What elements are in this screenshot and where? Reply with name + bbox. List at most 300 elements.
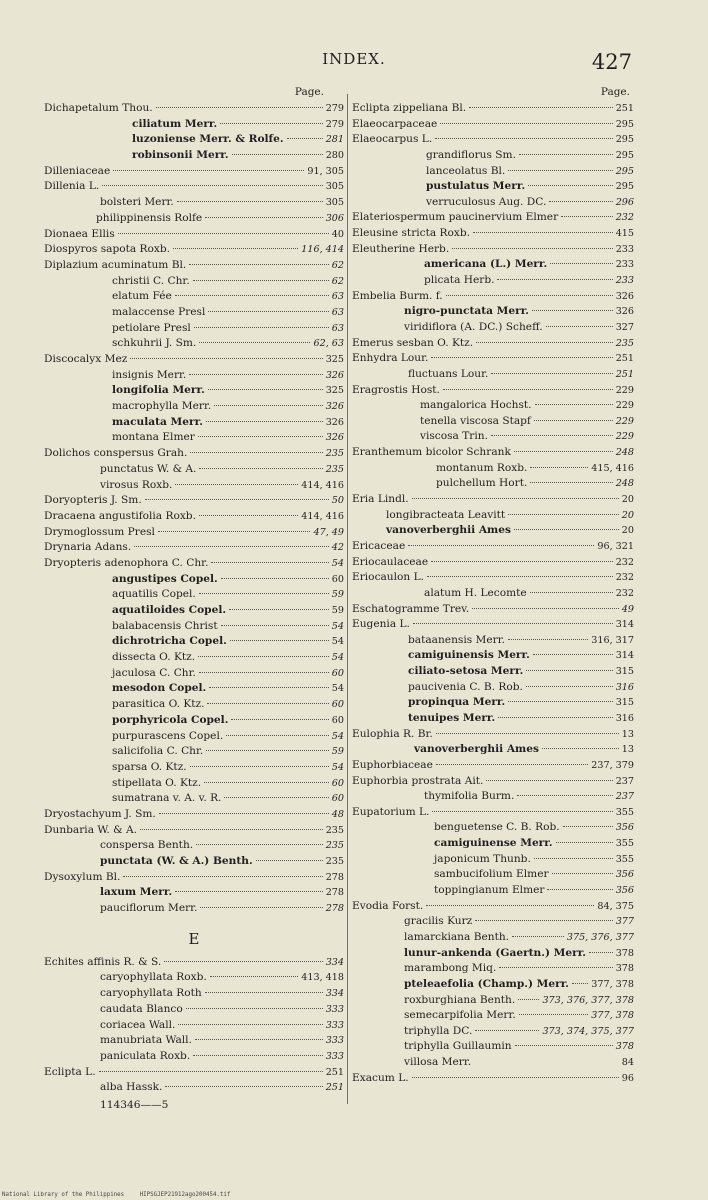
entry-pages: 233	[615, 259, 634, 271]
entry-pages: 251	[615, 368, 634, 380]
entry-pages: 295	[615, 149, 634, 161]
index-entry	[44, 971, 344, 987]
entry-pages: 49	[621, 603, 634, 615]
entry-pages: 333	[325, 1019, 344, 1031]
entry-name: elatum Fée	[112, 290, 172, 303]
index-entry	[352, 399, 634, 415]
dot-leader	[205, 992, 323, 993]
entry-name: Dillenia L.	[44, 180, 100, 193]
dot-leader	[206, 421, 323, 422]
entry-name: propinqua Merr.	[408, 696, 506, 709]
dot-leader	[408, 545, 594, 546]
entry-pages: 278	[325, 903, 344, 915]
entry-pages: 377, 378	[591, 1010, 634, 1022]
index-entry	[352, 821, 634, 837]
entry-name: Eleusine stricta Roxb.	[352, 227, 470, 240]
entry-name: Eclipta zippeliana Bl.	[352, 102, 467, 114]
entry-pages: 59	[331, 746, 344, 758]
entry-name: paucivenia C. B. Rob.	[408, 680, 523, 693]
entry-name: villosa Merr.	[404, 1056, 472, 1069]
dot-leader	[214, 405, 322, 406]
dot-leader	[99, 1071, 323, 1072]
dot-leader	[517, 795, 612, 796]
entry-name: Ericaceae	[352, 539, 406, 552]
entry-name: Eriocaulon L.	[352, 571, 424, 584]
dot-leader	[572, 983, 588, 984]
entry-pages: 235	[325, 856, 344, 867]
entry-pages: 281	[325, 134, 344, 146]
dot-leader	[532, 310, 613, 311]
dot-leader	[193, 1055, 323, 1056]
entry-name: verruculosus Aug. DC.	[426, 195, 547, 208]
index-entry	[44, 620, 344, 636]
index-entry	[352, 1056, 634, 1072]
entry-name: robinsonii Merr.	[132, 149, 229, 162]
dot-leader	[102, 185, 322, 186]
entry-pages: 84, 375	[597, 900, 634, 912]
dot-leader	[547, 889, 612, 890]
entry-pages: 326	[325, 416, 344, 428]
dot-leader	[199, 593, 329, 594]
entry-pages: 50	[331, 495, 344, 507]
entry-name: Eschatogramme Trev.	[352, 602, 470, 615]
dot-leader	[556, 842, 613, 843]
entry-pages: 415, 416	[591, 462, 634, 474]
entry-name: pustulatus Merr.	[426, 180, 526, 193]
index-entry	[352, 696, 634, 712]
index-entry	[352, 368, 634, 384]
entry-pages: 325	[325, 385, 344, 397]
index-entry	[44, 494, 344, 510]
index-entry	[352, 149, 634, 165]
entry-name: Discocalyx Mez	[44, 353, 128, 365]
page-column-label: Page.	[600, 86, 630, 98]
entry-pages: 305	[325, 181, 344, 193]
dot-leader	[518, 999, 539, 1000]
dot-leader	[426, 905, 594, 906]
entry-pages: 326	[325, 432, 344, 444]
entry-name: Dilleniaceae	[44, 164, 111, 177]
dot-leader	[528, 185, 613, 186]
index-entry	[352, 477, 634, 493]
index-entry	[44, 306, 344, 322]
dot-leader	[198, 436, 323, 437]
entry-name: Euphorbiaceae	[352, 758, 433, 771]
entry-name: Diplazium acuminatum Bl.	[44, 258, 187, 271]
dot-leader	[200, 907, 322, 908]
entry-pages: 415	[615, 228, 634, 240]
dot-leader	[156, 107, 323, 108]
entry-name: bataanensis Merr.	[408, 633, 505, 646]
entry-pages: 355	[615, 853, 634, 865]
entry-name: Eugenia L.	[352, 618, 410, 631]
entry-pages: 59	[331, 589, 344, 601]
dot-leader	[440, 123, 612, 124]
entry-pages: 20	[621, 494, 634, 506]
index-entry	[352, 649, 634, 665]
entry-pages: 278	[325, 871, 344, 883]
entry-name: bolsteri Merr.	[100, 196, 174, 209]
dot-leader	[475, 1030, 539, 1031]
entry-pages: 54	[331, 652, 344, 664]
entry-pages: 378	[615, 963, 634, 975]
entry-pages: 54	[331, 620, 344, 632]
entry-pages: 316	[615, 681, 634, 693]
index-entry	[352, 994, 634, 1010]
dot-leader	[158, 531, 311, 532]
index-entry	[44, 1066, 344, 1082]
entry-name: Eria Lindl.	[352, 493, 409, 506]
index-entry	[44, 839, 344, 855]
index-entry	[44, 133, 344, 149]
entry-pages: 235	[615, 337, 634, 349]
entry-name: salicifolia C. Chr.	[112, 745, 204, 758]
entry-pages: 232	[615, 212, 634, 224]
entry-name: alatum H. Lecomte	[424, 586, 527, 599]
entry-pages: 96	[621, 1072, 634, 1084]
index-entry	[352, 571, 634, 587]
entry-pages: 356	[615, 885, 634, 897]
entry-pages: 233	[615, 275, 634, 287]
entry-name: Elaeocarpaceae	[352, 117, 438, 130]
index-entry	[44, 463, 344, 479]
index-entry	[44, 400, 344, 416]
entry-name: Dracaena angustifolia Roxb.	[44, 509, 196, 522]
dot-leader	[208, 311, 328, 312]
entry-name: stipellata O. Ktz.	[112, 776, 202, 789]
entry-pages: 229	[615, 400, 634, 412]
entry-pages: 373, 376, 377, 378	[542, 994, 634, 1006]
entry-pages: 237, 379	[591, 759, 634, 771]
entry-name: aquatilis Copel.	[112, 588, 196, 601]
entry-pages: 248	[615, 447, 634, 459]
entry-pages: 54	[331, 683, 344, 695]
index-entry	[352, 118, 634, 134]
entry-pages: 333	[325, 1003, 344, 1015]
dot-leader	[508, 170, 612, 171]
index-entry	[352, 165, 634, 181]
entry-name: lamarckiana Benth.	[404, 930, 510, 943]
dot-leader	[412, 498, 619, 499]
index-list-e-continued	[352, 102, 634, 1087]
index-entry	[44, 886, 344, 902]
entry-name: purpurascens Copel.	[112, 729, 224, 742]
index-entry	[44, 416, 344, 432]
index-entry	[44, 667, 344, 683]
entry-name: Enhydra Lour.	[352, 352, 429, 365]
entry-pages: 60	[331, 699, 344, 711]
entry-pages: 375, 376, 377	[566, 931, 634, 943]
index-entry	[44, 651, 344, 667]
dot-leader	[550, 263, 613, 264]
dot-leader	[530, 467, 588, 468]
dot-leader	[199, 342, 310, 343]
dot-leader	[159, 813, 329, 814]
dot-leader	[508, 514, 619, 515]
dot-leader	[413, 623, 613, 624]
dot-leader	[194, 327, 329, 328]
index-entry	[44, 1050, 344, 1066]
right-column	[352, 86, 634, 1087]
dot-leader	[211, 562, 328, 563]
index-entry	[352, 1025, 634, 1041]
index-entry	[352, 415, 634, 431]
dot-leader	[230, 640, 329, 641]
dot-leader	[542, 748, 619, 749]
dot-leader	[165, 1086, 322, 1087]
entry-name: grandiflorus Sm.	[426, 148, 516, 161]
index-entry	[44, 228, 344, 244]
dot-leader	[199, 515, 298, 516]
dot-leader	[472, 608, 619, 609]
dot-leader	[436, 764, 588, 765]
index-entry	[352, 384, 634, 400]
index-entry	[352, 884, 634, 900]
index-entry	[44, 431, 344, 447]
index-entry	[352, 211, 634, 227]
dot-leader	[530, 592, 613, 593]
entry-pages: 315	[615, 666, 634, 678]
entry-name: lanceolatus Bl.	[426, 164, 506, 177]
dot-leader	[512, 936, 564, 937]
dot-leader	[514, 529, 619, 530]
entry-pages: 251	[615, 353, 634, 365]
entry-name: aquatiloides Copel.	[112, 604, 227, 616]
entry-name: Euphorbia prostrata Ait.	[352, 774, 484, 787]
index-entry	[352, 102, 634, 118]
index-list-d	[44, 102, 344, 918]
index-entry	[44, 165, 344, 181]
entry-pages: 235	[325, 824, 344, 836]
entry-name: Dunbaria W. & A.	[44, 823, 137, 836]
dot-leader	[195, 1039, 323, 1040]
dot-leader	[491, 373, 612, 374]
entry-pages: 116, 414	[301, 244, 344, 256]
entry-name: dissecta O. Ktz.	[112, 651, 196, 664]
index-entry	[44, 604, 344, 620]
entry-name: caryophyllata Roth	[100, 987, 202, 1000]
index-entry	[44, 682, 344, 698]
entry-name: Dichapetalum Thou.	[44, 102, 153, 114]
entry-pages: 54	[331, 636, 344, 648]
index-entry	[352, 258, 634, 274]
index-entry	[352, 947, 634, 963]
entry-name: tenuipes Merr.	[408, 711, 496, 724]
entry-name: laxum Merr.	[100, 886, 173, 899]
dot-leader	[431, 561, 613, 562]
entry-name: sparsa O. Ktz.	[112, 760, 187, 773]
dot-leader	[436, 733, 619, 734]
dot-leader	[140, 829, 323, 830]
index-entry	[352, 759, 634, 775]
entry-name: Elateriospermum paucinervium Elmer	[352, 211, 559, 224]
dot-leader	[231, 719, 328, 720]
index-entry	[352, 681, 634, 697]
entry-name: philippinensis Rolfe	[96, 211, 203, 224]
entry-pages: 305	[325, 197, 344, 209]
index-entry	[352, 446, 634, 462]
index-entry	[44, 714, 344, 730]
dot-leader	[431, 357, 612, 358]
index-entry	[44, 761, 344, 777]
page-number: 427	[591, 50, 632, 74]
entry-pages: 20	[621, 525, 634, 537]
entry-name: Evodia Forst.	[352, 899, 424, 912]
entry-pages: 60	[331, 667, 344, 679]
entry-pages: 60	[331, 573, 344, 585]
dot-leader	[535, 404, 613, 405]
index-entry	[44, 275, 344, 291]
column-divider	[347, 94, 348, 1104]
index-entry	[352, 665, 634, 681]
dot-leader	[589, 952, 613, 953]
entry-name: Eclipta L.	[44, 1065, 96, 1078]
index-entry	[352, 1040, 634, 1056]
footer-library: National Library of the Philippines	[2, 1192, 125, 1198]
entry-name: ciliatum Merr.	[132, 117, 218, 130]
dot-leader	[508, 639, 588, 640]
index-entry	[352, 462, 634, 478]
entry-name: mesodon Copel.	[112, 682, 207, 695]
entry-pages: 60	[331, 793, 344, 805]
entry-name: malaccense Presl	[112, 305, 206, 318]
entry-pages: 356	[615, 822, 634, 834]
dot-leader	[205, 217, 322, 218]
dot-leader	[530, 482, 612, 483]
index-entry	[352, 837, 634, 853]
entry-pages: 315	[615, 697, 634, 709]
dot-leader	[206, 750, 329, 751]
index-entry	[44, 212, 344, 228]
entry-pages: 60	[331, 777, 344, 789]
entry-name: Echites affinis R. & S.	[44, 955, 162, 968]
dot-leader	[491, 435, 613, 436]
dot-leader	[563, 826, 613, 827]
entry-pages: 373, 374, 375, 377	[542, 1025, 634, 1037]
dot-leader	[534, 420, 613, 421]
entry-pages: 414, 416	[301, 510, 344, 522]
dot-leader	[221, 625, 329, 626]
dot-leader	[113, 170, 304, 171]
entry-name: dichrotricha Copel.	[112, 635, 227, 648]
entry-pages: 296	[615, 196, 634, 208]
entry-pages: 59	[331, 605, 344, 616]
entry-name: jaculosa C. Chr.	[112, 666, 196, 679]
index-entry	[352, 430, 634, 446]
entry-pages: 326	[325, 369, 344, 381]
index-entry	[352, 728, 634, 744]
index-entry	[352, 603, 634, 619]
page-column-label: Page.	[294, 86, 324, 98]
dot-leader	[189, 374, 322, 375]
index-entry	[44, 243, 344, 259]
entry-pages: 355	[615, 806, 634, 818]
entry-name: longifolia Merr.	[112, 384, 205, 397]
entry-pages: 13	[621, 728, 634, 740]
index-entry	[44, 259, 344, 275]
entry-pages: 96, 321	[597, 540, 634, 552]
entry-pages: 237	[615, 791, 634, 803]
index-entry	[352, 556, 634, 572]
index-entry	[44, 102, 344, 118]
dot-leader	[427, 576, 613, 577]
entry-pages: 54	[331, 730, 344, 742]
entry-name: longibracteata Leavitt	[386, 508, 506, 521]
entry-pages: 326	[615, 306, 634, 318]
index-entry	[44, 384, 344, 400]
index-entry	[44, 180, 344, 196]
index-entry	[44, 353, 344, 369]
dot-leader	[287, 138, 323, 139]
dot-leader	[534, 858, 613, 859]
dot-leader	[207, 703, 328, 704]
dot-leader	[190, 766, 329, 767]
index-entry	[44, 557, 344, 573]
entry-name: roxburghiana Benth.	[404, 993, 516, 1006]
entry-pages: 235	[325, 463, 344, 475]
entry-name: sumatrana v. A. v. R.	[112, 792, 222, 805]
index-entry	[352, 290, 634, 306]
index-entry	[352, 133, 634, 149]
entry-pages: 279	[325, 118, 344, 130]
index-entry	[44, 956, 344, 972]
entry-pages: 314	[615, 619, 634, 631]
dot-leader	[229, 609, 329, 610]
index-entry	[44, 1034, 344, 1050]
entry-name: manubriata Wall.	[100, 1034, 192, 1047]
index-entry	[352, 243, 634, 259]
entry-pages: 295	[615, 134, 634, 146]
index-entry	[352, 305, 634, 321]
index-entry	[352, 806, 634, 822]
index-entry	[44, 1003, 344, 1019]
dot-leader	[199, 672, 329, 673]
dot-leader	[533, 654, 613, 655]
index-entry	[44, 369, 344, 385]
dot-leader	[443, 389, 613, 390]
index-entry	[44, 290, 344, 306]
dot-leader	[199, 468, 322, 469]
entry-name: Dryostachyum J. Sm.	[44, 807, 156, 820]
dot-leader	[526, 670, 612, 671]
dot-leader	[256, 860, 323, 861]
entry-pages: 314	[615, 650, 634, 662]
entry-pages: 413, 418	[301, 972, 344, 984]
running-title: INDEX.	[322, 50, 386, 68]
dot-leader	[224, 797, 328, 798]
entry-pages: 333	[325, 1050, 344, 1062]
entry-pages: 54	[331, 761, 344, 773]
entry-name: coriacea Wall.	[100, 1018, 176, 1031]
entry-name: camiguinense Merr.	[434, 837, 553, 850]
entry-name: Diospyros sapota Roxb.	[44, 243, 171, 256]
entry-name: punctatus W. & A.	[100, 462, 197, 475]
entry-name: triphylla Guillaumin	[404, 1040, 512, 1053]
entry-name: tenella viscosa Stapf	[420, 414, 531, 427]
entry-pages: 326	[325, 401, 344, 413]
entry-name: macrophylla Merr.	[112, 400, 212, 413]
dot-leader	[164, 961, 322, 962]
entry-name: maculata Merr.	[112, 415, 203, 428]
entry-pages: 13	[621, 744, 634, 756]
dot-leader	[186, 1008, 323, 1009]
entry-name: caudata Blanco	[100, 1002, 183, 1015]
entry-name: Dionaea Ellis	[44, 227, 115, 240]
entry-pages: 334	[325, 956, 344, 968]
entry-pages: 229	[615, 384, 634, 396]
entry-pages: 235	[325, 448, 344, 460]
entry-name: caryophyllata Roxb.	[100, 971, 207, 984]
